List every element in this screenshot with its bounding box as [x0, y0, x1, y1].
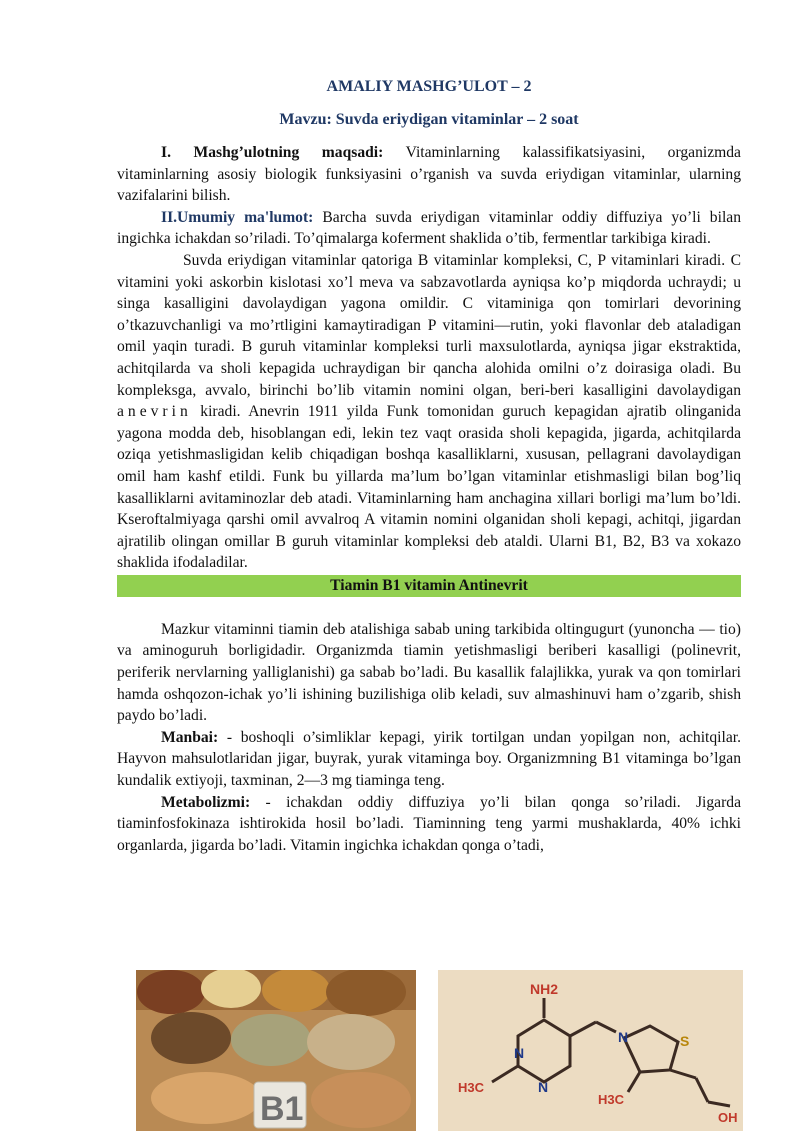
source-text: - boshoqli o’simliklar kepagi, yirik tortilgan undan yopilgan non, achitqilar. Hayvon mahsulotlaridan jigar, buyrak, yurak vitaminga boy. Organizmning B1 vitaminga bo’lgan kundalik extiyoji, taxminan, 2—3 mg tiaminga teng. — [117, 728, 741, 790]
h3c-left-label: H3C — [458, 1080, 485, 1095]
paragraph-vitamins-overview — [117, 250, 741, 574]
section-band-tiamin: Tiamin B1 vitamin Antinevrit — [117, 575, 741, 597]
sulfur-label: S — [680, 1033, 690, 1049]
goal-label: I. Mashg’ulotning maqsadi: — [161, 144, 384, 161]
thiamine-structure-diagram — [438, 970, 743, 1131]
paragraph-metabolism — [117, 792, 741, 857]
page-title: AMALIY MASHG’ULOT – 2 — [326, 78, 532, 95]
tiamin-text: Mazkur vitaminni tiamin deb atalishiga sabab uning tarkibida oltingugurt (yunoncha — tio) va aminoguruh borligidadir. Organizmda tiamin yetishmasligi beriberi kasalligi (polinevrit, periferik nervlarning yalliglanishi) ga sabab bo’ladi. Bu kasallik falajlikka, yurak va qon tomirlari hamda oshqozon-ichak yo’li ishining buzilishiga olib keladi, suv almashinuvi ham o’zgarib, shish paydo bo’ladi. — [117, 620, 741, 725]
metabolism-text: - ichakdan oddiy diffuziya yo’li bilan qonga so’riladi. Jigarda tiaminfosfokinaza ishtirokida hosil bo’ladi. Tiaminning teng yarmi mushaklarda, 40% ichki organlarda, jigarda bo’ladi. Vitamin ingichka ichakdan qonga o’tadi, — [117, 793, 741, 854]
oh-label: OH — [718, 1110, 738, 1125]
thiamine-structure-image — [438, 970, 743, 1131]
anevrin-term: anevrin — [117, 403, 192, 421]
pyrimidine-n1-label: N — [514, 1045, 525, 1061]
general-info-text: Barcha suvda eriydigan vitaminlar oddiy diffuziya yo’li bilan ingichka ichakdan so’riladi. To’qimalarga koferment shaklida o’tib, fermentlar tarkibiga kiradi. — [117, 208, 741, 248]
b1-foods-photo — [136, 970, 416, 1131]
metabolism-label: Metabolizmi: — [161, 793, 251, 811]
paragraph-general-info — [117, 207, 741, 250]
page-subtitle: Mavzu: Suvda eriydigan vitaminlar – 2 soat — [279, 111, 579, 128]
goal-text: Vitaminlarning kalassifikatsiyasini, organizmda vitaminlarning asosiy biologik funksiyasini o’rganish va suvda eriydigan vitaminlar, ularning vazifalarini bilish. — [117, 144, 741, 205]
pyrimidine-n2-label: N — [538, 1079, 549, 1095]
overview-text-b: kiradi. Anevrin 1911 yilda Funk tomonidan guruch kepagidan ajratib olinganida yagona modda deb, hisoblangan edi, lekin tez vaqt orasida sholi kepagida, jigarda, achitqilarda oziqa yetishmasligidan kelib chiqadigan boshqa kasalliklarni, xususan, pellagrani davolaydigan omil ham kashf etildi. Funk bu yillarda ma’lum bo’lgan vitaminlar etishmasligi bilan bog’liq kasalliklarni avitaminozlar deb atadi. Vitaminlarning ham anchagina xillari borligi ma’lum bo’ldi. Kseroftalmiyaga qarshi omil avvalroq A vitamin nomini olganidan sholi kepagi, achitqi, jigardan ajratilib olingan omillar B guruh vitaminlar kompleksi deb ataldi. Ularni B1, B2, B3 va xokazo shaklida ifodaladilar. — [117, 403, 741, 572]
b1-foods-illustration — [136, 970, 416, 1131]
thiazole-n-label: N — [618, 1029, 629, 1045]
general-info-label: II.Umumiy ma'lumot: — [161, 208, 314, 226]
source-label: Manbai: — [161, 728, 219, 746]
document-body — [117, 142, 741, 856]
paragraph-goal — [117, 142, 741, 207]
overview-text-a: Suvda eriydigan vitaminlar qatoriga B vitaminlar kompleksi, C, P vitaminlari kiradi. C vitamini yoki askorbin kislotasi xo’l meva va sabzavotlarda ayniqsa ko’p miqdorda uchraydi; u singa kasalligini davolaydigan yagona omildir. C vitaminiga qon tomirlari devorining o’tkazuvchanligi va mo’rtligini kamaytiradigan P vitamini—rutin, yoki flavonlar deb ataladigan omil yaqin turadi. B guruh vitaminlar kompleksi turli maxsulotlarda, ayniqsa jigar ekstraktida, achitqilarda va sholi kepagida uchraydigan bir qancha alohida omilni o’z doirasiga oladi. Bu kompleksga, avvalo, birinchi bo’lib vitamin nomini olgan, beri-beri kasalligini davolaydigan — [117, 251, 741, 399]
b1-photo-label: B1 — [260, 1090, 304, 1128]
paragraph-source — [117, 727, 741, 792]
nh2-label: NH2 — [530, 981, 559, 997]
h3c-right-label: H3C — [598, 1092, 625, 1107]
paragraph-tiamin-name — [117, 619, 741, 727]
